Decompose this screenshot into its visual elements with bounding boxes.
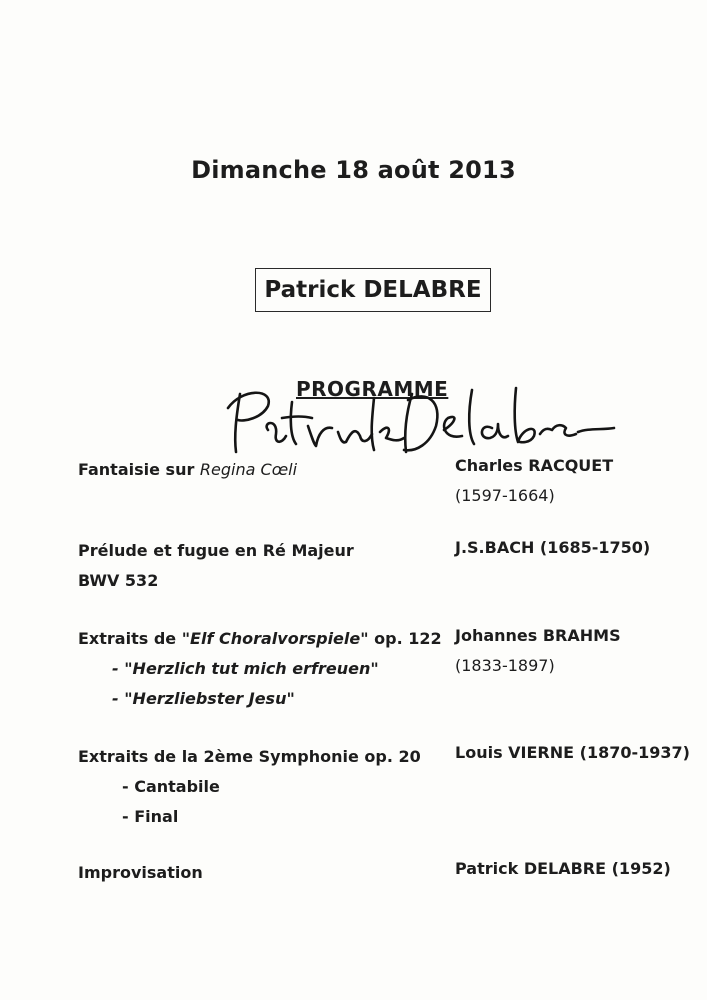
piece-3-title-italic: Elf Choralvorspiele <box>190 629 361 648</box>
piece-3-composer-dates: (1833-1897) <box>455 656 555 675</box>
piece-3-title-prefix: Extraits de " <box>78 629 191 648</box>
piece-3-title-suffix: " op. 122 <box>360 629 442 648</box>
piece-1-composer-dates: (1597-1664) <box>455 486 555 505</box>
piece-2-title: Prélude et fugue en Ré Majeur <box>78 541 354 560</box>
piece-3-sub-item-1: - "Herzlich tut mich erfreuen" <box>112 659 379 678</box>
piece-3-sub-item-2: - "Herzliebster Jesu" <box>112 689 295 708</box>
piece-4-work <box>78 742 421 832</box>
piece-2-catalogue: BWV 532 <box>78 571 159 590</box>
piece-1-composer: Charles RACQUET <box>455 456 614 475</box>
piece-2-composer-block <box>455 533 650 563</box>
piece-3-composer: Johannes BRAHMS <box>455 626 621 645</box>
performer-name-box <box>255 268 491 312</box>
piece-5-work <box>78 858 203 888</box>
performer-name: Patrick DELABRE <box>264 277 482 303</box>
piece-4-composer-block <box>455 738 690 768</box>
piece-2-composer: J.S.BACH (1685-1750) <box>455 538 651 557</box>
concert-date: Dimanche 18 août 2013 <box>191 156 516 184</box>
piece-4-sub-item-1: - Cantabile <box>122 777 220 796</box>
piece-2-work <box>78 536 354 596</box>
piece-3-work <box>78 624 442 714</box>
piece-3-composer-block <box>455 621 621 681</box>
piece-1-composer-block <box>455 451 613 511</box>
piece-4-title: Extraits de la 2ème Symphonie op. 20 <box>78 747 421 766</box>
piece-5-composer-block <box>455 854 671 884</box>
piece-4-sub-item-2: - Final <box>122 807 179 826</box>
piece-5-composer: Patrick DELABRE (1952) <box>455 859 671 878</box>
piece-1-title-italic: Regina Cœli <box>199 460 298 479</box>
piece-1-title-prefix: Fantaisie sur <box>78 460 200 479</box>
piece-1-work <box>78 455 297 485</box>
piece-5-title: Improvisation <box>78 863 203 882</box>
piece-4-composer: Louis VIERNE (1870-1937) <box>455 743 690 762</box>
programme-heading: PROGRAMME <box>296 377 449 401</box>
